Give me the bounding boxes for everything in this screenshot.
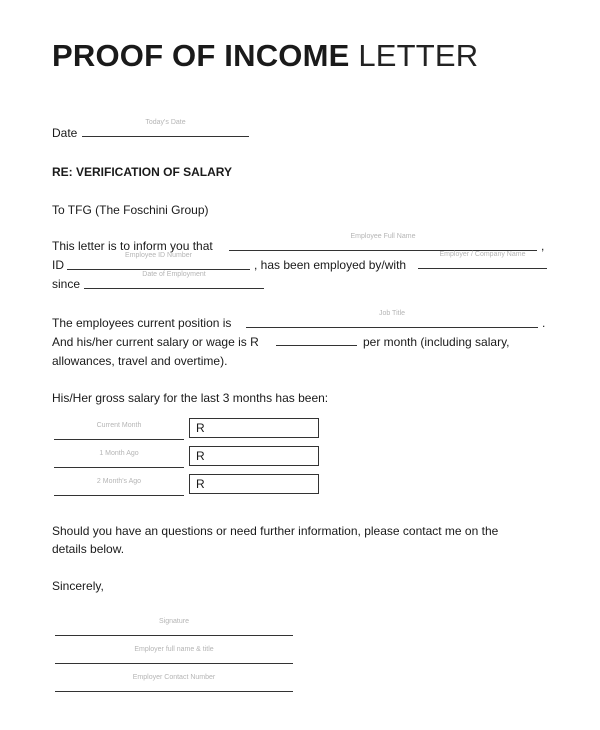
re-line: RE: VERIFICATION OF SALARY <box>52 165 232 179</box>
employed-by-text: , has been employed by/with <box>254 258 407 272</box>
two-months-ago-field[interactable] <box>54 478 184 496</box>
title-bold: PROOF OF INCOME <box>52 38 350 73</box>
currency-symbol: R <box>196 421 205 435</box>
one-month-ago-hint: 1 Month Ago <box>99 450 139 457</box>
job-title-field[interactable] <box>246 310 538 328</box>
employee-name-hint: Employee Full Name <box>350 233 416 240</box>
employer-full-name-hint: Employer full name & title <box>134 646 214 653</box>
two-months-ago-hint: 2 Month's Ago <box>96 478 142 485</box>
contact-line-1: Should you have an questions or need further information, please contact me on the <box>52 524 499 538</box>
salary-field[interactable] <box>276 331 357 346</box>
current-month-field[interactable] <box>54 422 184 440</box>
title-light: LETTER <box>358 38 479 73</box>
allowances-text: allowances, travel and overtime). <box>52 354 228 368</box>
employer-contact-hint: Employer Contact Number <box>132 674 216 681</box>
period: . <box>542 316 546 330</box>
one-month-ago-amount-box[interactable] <box>189 446 319 466</box>
employee-name-field[interactable] <box>229 233 537 251</box>
intro-text: This letter is to inform you that <box>52 239 213 253</box>
id-label: ID <box>52 258 64 272</box>
current-month-amount-box[interactable] <box>189 418 319 438</box>
one-month-ago-field[interactable] <box>54 450 184 468</box>
date-hint: Today's Date <box>145 119 186 126</box>
per-month-text: per month (including salary, <box>363 335 510 349</box>
employment-date-field[interactable] <box>84 271 264 289</box>
signature-field[interactable] <box>55 618 293 636</box>
currency-symbol: R <box>196 477 205 491</box>
job-title-hint: Job Title <box>378 310 406 317</box>
date-label: Date <box>52 126 78 140</box>
position-text: The employees current position is <box>52 316 232 330</box>
employer-name-field[interactable] <box>418 251 547 269</box>
current-month-hint: Current Month <box>96 422 142 429</box>
two-months-ago-amount-box[interactable] <box>189 474 319 494</box>
contact-line-2: details below. <box>52 542 125 556</box>
closing: Sincerely, <box>52 579 104 593</box>
since-label: since <box>52 277 81 291</box>
employment-date-hint: Date of Employment <box>142 271 206 278</box>
employer-name-hint: Employer / Company Name <box>439 251 526 258</box>
employer-contact-field[interactable] <box>55 674 293 692</box>
salary-text: And his/her current salary or wage is R <box>52 335 259 349</box>
recipient: To TFG (The Foschini Group) <box>52 203 209 217</box>
currency-symbol: R <box>196 449 205 463</box>
page-title <box>52 38 478 74</box>
employee-id-field[interactable] <box>67 252 250 270</box>
signature-hint: Signature <box>159 618 189 625</box>
employee-id-hint: Employee ID Number <box>125 252 192 259</box>
date-field[interactable] <box>82 119 249 137</box>
comma: , <box>541 239 545 253</box>
employer-full-name-field[interactable] <box>55 646 293 664</box>
gross-intro: His/Her gross salary for the last 3 months has been: <box>52 391 329 405</box>
